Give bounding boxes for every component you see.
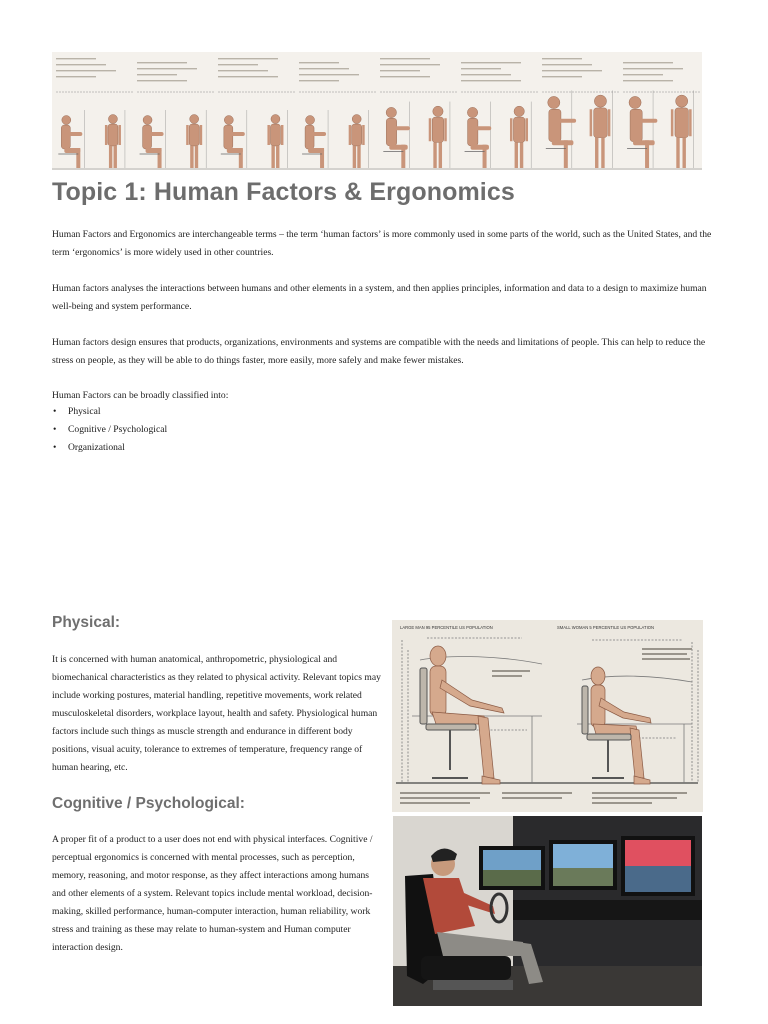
- intro-paragraph-1: Human Factors and Ergonomics are interchangeable terms – the term ‘human factors’ is more commonly used in some parts of the world, such as the United States, and the term ‘ergonomics’ is more widely used in other countries.: [52, 229, 712, 258]
- banner-figure: [510, 102, 531, 168]
- cognitive-paragraph: A proper fit of a product to a user does not end with physical interfaces. Cognitive / perceptual ergonomics is concerned with mental processes, such as perception, memory, reasoning, and motor response, as they affect interactions among humans and other elements of a system. Relevant topics include mental workload, decision-making, skilled performance, human-computer interaction, human reliability, work stress and training as these may relate to human-system and Human computer interaction design.: [52, 834, 373, 953]
- banner-figure: [627, 90, 657, 168]
- anthropometric-banner-image: [52, 52, 702, 170]
- bullet-icon: •: [53, 442, 57, 453]
- banner-figure: [267, 110, 287, 168]
- list-item: • Physical: [52, 403, 167, 421]
- banner-figure: [349, 110, 369, 168]
- banner-figure: [186, 110, 206, 168]
- page-title: Topic 1: Human Factors & Ergonomics: [52, 178, 515, 206]
- seated-workstation-diagram: [392, 620, 703, 812]
- physical-heading: Physical:: [52, 614, 121, 631]
- banner-figure: [221, 110, 247, 168]
- banner-figure: [671, 90, 694, 168]
- classification-list: [52, 403, 167, 457]
- intro-paragraph-3: Human factors design ensures that products, organizations, environments and systems are compatible with the needs and limitations of people. This can help to reduce the stress on people, as they will be able to do things faster, more easily, more safely and make fewer mistakes.: [52, 337, 706, 366]
- list-item: • Cognitive / Psychological: [52, 421, 167, 439]
- banner-figure: [105, 110, 125, 168]
- banner-figure: [429, 102, 450, 168]
- banner-figure: [383, 102, 410, 168]
- classification-intro: Human Factors can be broadly classified into:: [52, 390, 229, 401]
- driving-simulator-photo: [393, 816, 702, 1006]
- banner-figure: [140, 110, 166, 168]
- banner-figure: [58, 110, 84, 168]
- diagram-label-left: LARGE MAN 95 PERCENTILE US POPULATION: [400, 625, 493, 630]
- bullet-icon: •: [53, 406, 57, 417]
- list-item: • Organizational: [52, 439, 167, 457]
- banner-figure: [546, 90, 576, 168]
- physical-paragraph: It is concerned with human anatomical, anthropometric, physiological and biomechanical characteristics as they related to physical activity. Relevant topics may include working postures, material handling, repetitive movements, work related musculoskeletal disorders, workplace layout, health and safety. Physiological human factors include such things as muscle strength and endurance in different body positions, visual acuity, tolerance to extremes of temperature, frequency range of human hearing, etc.: [52, 654, 381, 773]
- banner-figure: [302, 110, 328, 168]
- bullet-icon: •: [53, 424, 57, 435]
- banner-figure: [590, 90, 613, 168]
- diagram-label-right: SMALL WOMAN 5 PERCENTILE US POPULATION: [557, 625, 655, 630]
- cognitive-heading: Cognitive / Psychological:: [52, 795, 245, 812]
- intro-paragraph-2: Human factors analyses the interactions between humans and other elements in a system, and then applies principles, information and data to a design to maximize human well-being and system performance.: [52, 283, 707, 312]
- banner-figure: [465, 102, 492, 168]
